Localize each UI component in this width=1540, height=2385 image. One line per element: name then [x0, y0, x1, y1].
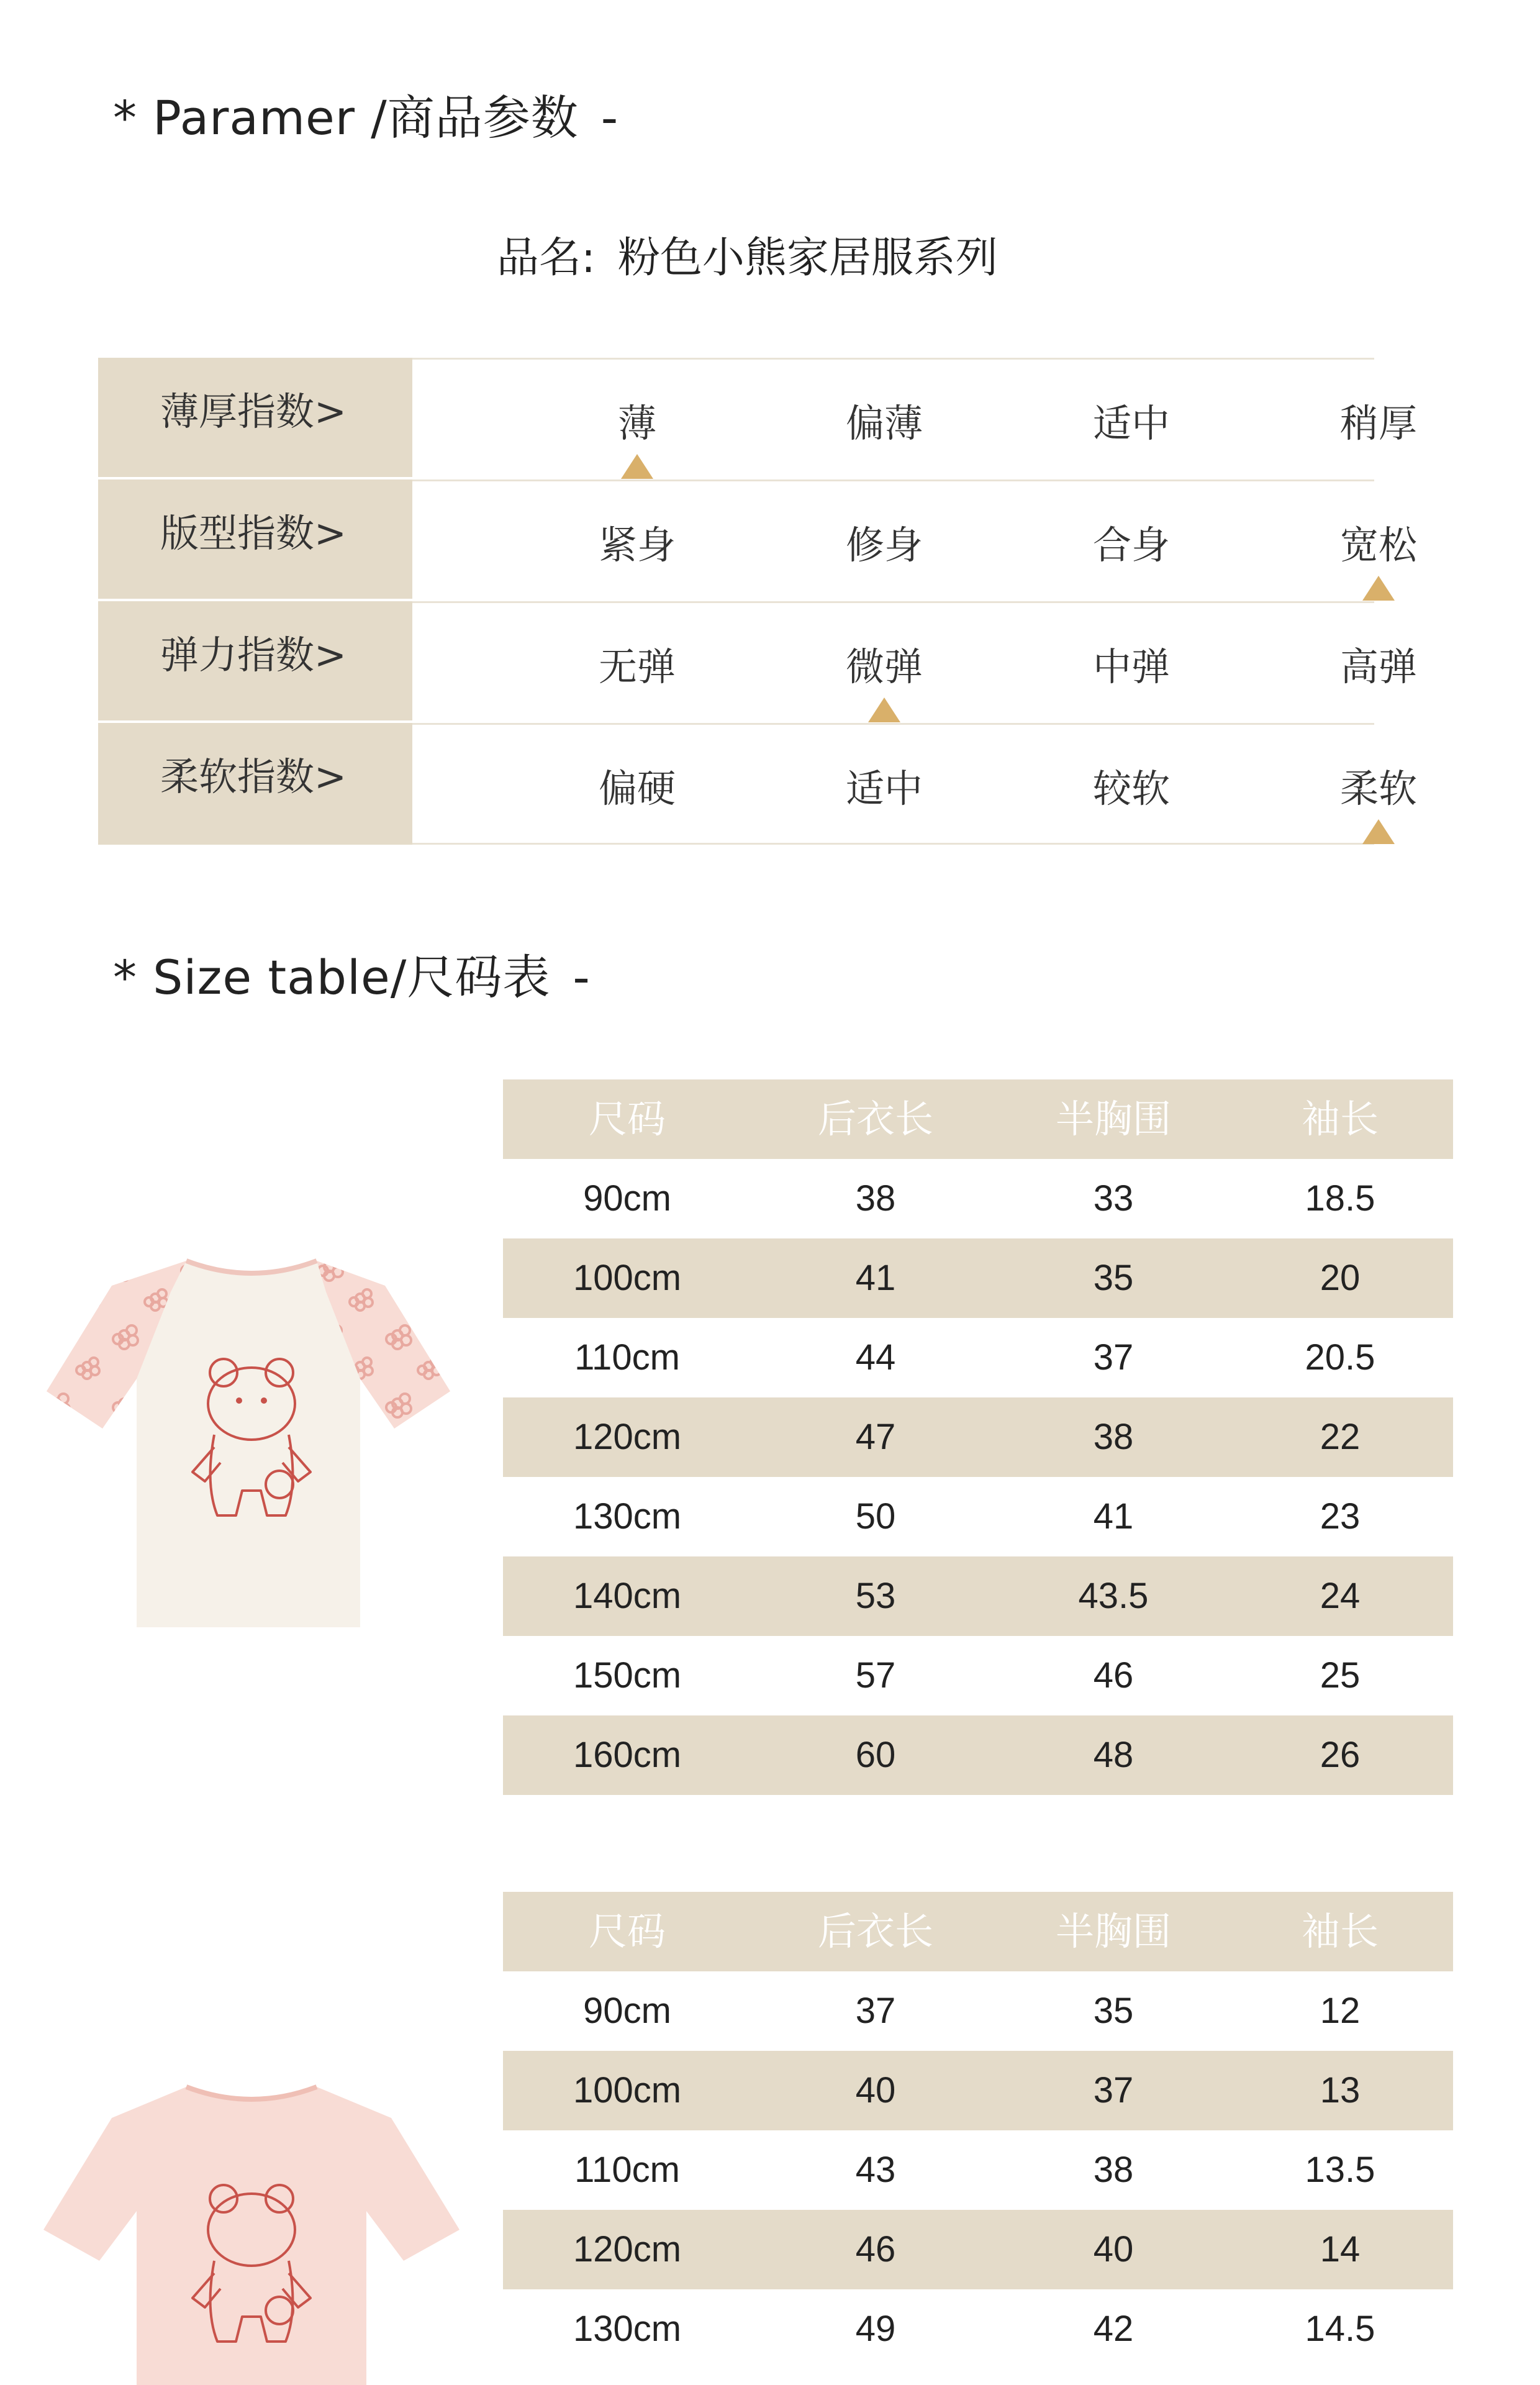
params-section-title: [113, 90, 619, 145]
table-cell: 37: [1093, 1337, 1134, 1378]
table-row: [503, 2130, 1453, 2210]
table-cell: 38: [1093, 2150, 1134, 2190]
tshirt-shape: [43, 2087, 460, 2385]
param-options: [412, 358, 1417, 479]
table-cell: 14.5: [1305, 2309, 1375, 2349]
param-option: 宽松: [1339, 522, 1417, 568]
table-cell: 100cm: [573, 2070, 682, 2110]
table-cell: 14: [1320, 2229, 1361, 2269]
param-option: 较软: [1092, 766, 1170, 811]
size-table-header-cell: 半胸围: [1055, 1909, 1171, 1954]
product-name-line: [497, 234, 998, 283]
param-option: 偏薄: [845, 401, 923, 446]
table-cell: 90cm: [583, 1178, 671, 1219]
size-table-header-cell: 袖长: [1301, 1096, 1379, 1142]
table-row: [503, 1159, 1453, 1238]
param-option: 高弹: [1339, 644, 1417, 689]
table-cell: 40: [855, 2070, 896, 2110]
raglan-tshirt-image: [37, 1248, 466, 1640]
table-row: [503, 1397, 1453, 1477]
table-cell: 18.5: [1305, 1178, 1375, 1219]
table-cell: 13.5: [1305, 2150, 1375, 2190]
table-cell: 53: [855, 1576, 896, 1616]
table-row: [503, 1715, 1453, 1795]
table-cell: 40: [1093, 2229, 1134, 2269]
param-index-table: [98, 358, 1417, 845]
param-row-label: 柔软指数>: [98, 723, 412, 845]
table-cell: 100cm: [573, 1258, 682, 1298]
table-cell: 44: [855, 1337, 896, 1378]
table-cell: 38: [1093, 1417, 1134, 1457]
size-table-pink: [503, 1892, 1453, 2369]
table-row: [503, 1556, 1453, 1636]
param-option: 无弹: [598, 644, 676, 689]
param-option: 紧身: [598, 522, 676, 568]
table-row: [503, 2210, 1453, 2289]
size-section-title: [113, 950, 591, 1005]
size-table-header-cell: 尺码: [588, 1096, 666, 1142]
table-cell: 20: [1320, 1258, 1361, 1298]
table-cell: 47: [855, 1417, 896, 1457]
table-cell: 140cm: [573, 1576, 682, 1616]
table-cell: 24: [1320, 1576, 1361, 1616]
param-row: [98, 358, 1417, 479]
size-title-dash: -: [573, 950, 591, 1005]
param-option: 稍厚: [1339, 401, 1417, 446]
param-option: 微弹: [845, 644, 923, 689]
table-row: [503, 1477, 1453, 1556]
table-cell: 38: [855, 1178, 896, 1219]
table-cell: 110cm: [574, 2150, 680, 2190]
table-row: [503, 2289, 1453, 2369]
param-options: [412, 723, 1417, 845]
table-cell: 43: [855, 2150, 896, 2190]
params-title-text: * Paramer /商品参数: [113, 90, 579, 145]
table-cell: 33: [1093, 1178, 1134, 1219]
table-cell: 41: [1093, 1496, 1134, 1537]
size-table-header-cell: 袖长: [1301, 1909, 1379, 1954]
tshirt-shape: [47, 1261, 450, 1627]
table-row: [503, 1238, 1453, 1318]
param-option: 适中: [1092, 401, 1170, 446]
table-cell: 150cm: [573, 1655, 682, 1696]
table-cell: 13: [1320, 2070, 1361, 2110]
size-title-text: * Size table/尺码表: [113, 950, 551, 1005]
selected-indicator-icon: [1362, 576, 1395, 601]
selected-indicator-icon: [621, 454, 653, 479]
table-cell: 43.5: [1078, 1576, 1149, 1616]
size-table-header-cell: 后衣长: [817, 1909, 933, 1954]
table-cell: 46: [855, 2229, 896, 2269]
param-row-label: 弹力指数>: [98, 601, 412, 723]
size-table-header-cell: 后衣长: [817, 1096, 933, 1142]
param-option: 适中: [845, 766, 923, 811]
product-name-value: 粉色小熊家居服系列: [617, 234, 998, 283]
param-options: [412, 601, 1417, 723]
table-cell: 42: [1093, 2309, 1134, 2349]
size-table-header-cell: 半胸围: [1055, 1096, 1171, 1142]
table-cell: 37: [1093, 2070, 1134, 2110]
selected-indicator-icon: [868, 697, 900, 722]
table-cell: 60: [855, 1735, 896, 1775]
table-cell: 35: [1093, 1258, 1134, 1298]
size-table-header: [503, 1079, 1453, 1159]
table-cell: 48: [1093, 1735, 1134, 1775]
selected-indicator-icon: [1362, 819, 1395, 844]
table-cell: 12: [1320, 1991, 1361, 2031]
table-cell: 130cm: [573, 2309, 682, 2349]
table-cell: 90cm: [583, 1991, 671, 2031]
param-options: [412, 479, 1417, 601]
table-cell: 49: [855, 2309, 896, 2349]
param-option: 合身: [1092, 522, 1170, 568]
table-row: [503, 1636, 1453, 1715]
param-row-label: 版型指数>: [98, 479, 412, 601]
table-cell: 46: [1093, 1655, 1134, 1696]
size-table-header-cell: 尺码: [588, 1909, 666, 1954]
table-row: [503, 2051, 1453, 2130]
table-cell: 130cm: [573, 1496, 682, 1537]
table-cell: 22: [1320, 1417, 1361, 1457]
table-cell: 110cm: [574, 1337, 680, 1378]
param-option: 柔软: [1339, 766, 1417, 811]
table-row: [503, 1971, 1453, 2051]
table-cell: 37: [855, 1991, 896, 2031]
table-cell: 41: [855, 1258, 896, 1298]
param-option: 修身: [845, 522, 923, 568]
table-cell: 57: [855, 1655, 896, 1696]
params-title-dash: -: [600, 90, 619, 145]
table-cell: 160cm: [573, 1735, 682, 1775]
size-table-raglan: [503, 1079, 1453, 1795]
table-cell: 120cm: [573, 2229, 682, 2269]
param-option: 偏硬: [598, 766, 676, 811]
table-cell: 25: [1320, 1655, 1361, 1696]
table-cell: 35: [1093, 1991, 1134, 2031]
table-cell: 50: [855, 1496, 896, 1537]
param-row-label: 薄厚指数>: [98, 358, 412, 479]
product-name-label: 品名:: [497, 234, 596, 283]
size-table-header: [503, 1892, 1453, 1971]
param-option: 薄: [617, 401, 656, 446]
param-row: [98, 601, 1417, 723]
table-cell: 120cm: [573, 1417, 682, 1457]
param-row: [98, 479, 1417, 601]
table-cell: 26: [1320, 1735, 1361, 1775]
table-cell: 23: [1320, 1496, 1361, 1537]
param-option: 中弹: [1092, 644, 1170, 689]
table-row: [503, 1318, 1453, 1397]
pink-tshirt-image: [37, 2074, 466, 2385]
param-row: [98, 723, 1417, 845]
table-cell: 20.5: [1305, 1337, 1375, 1378]
